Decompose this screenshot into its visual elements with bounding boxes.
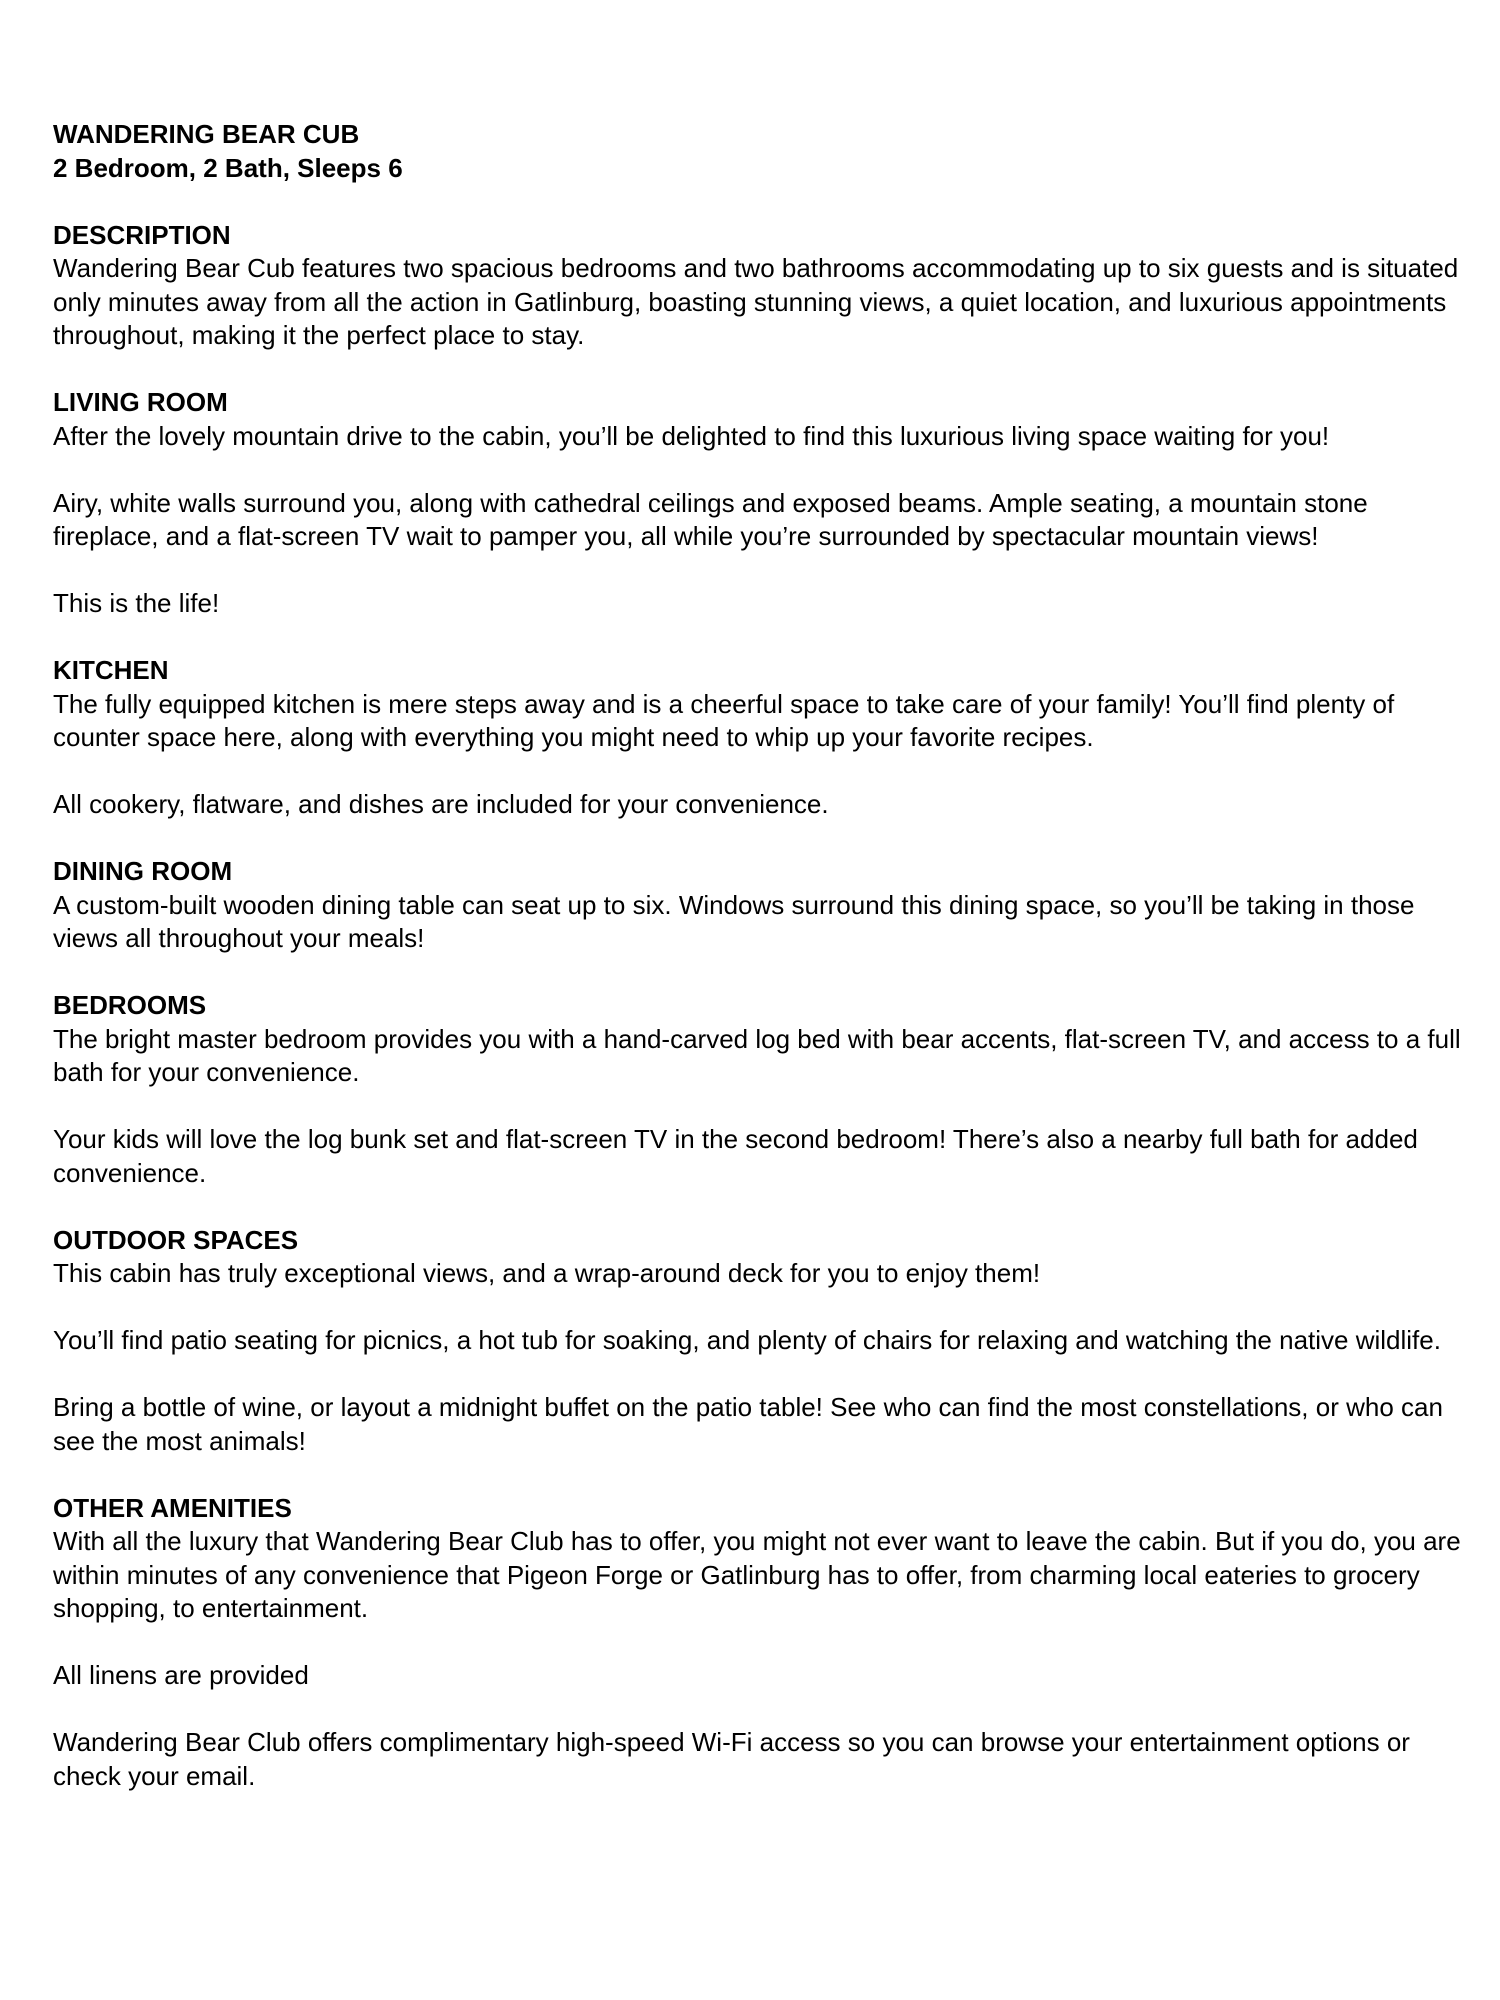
section-heading: DINING ROOM — [53, 856, 233, 886]
paragraph: With all the luxury that Wandering Bear Club has to offer, you might not ever want to leave the cabin. But if you do, you are within minutes of any convenience that Pigeon Forge or Gatlinburg has to offer, from charming local eateries to grocery shopping, to entertainment. — [53, 1526, 1461, 1623]
paragraph: The fully equipped kitchen is mere steps away and is a cheerful space to take care of your family! You’ll find plenty of counter space here, along with everything you might need to whip up your favorite recipes. — [53, 688, 1395, 752]
paragraph: Airy, white walls surround you, along with cathedral ceilings and exposed beams. Ample seating, a mountain stone fireplace, and a flat-screen TV wait to pamper you, all while you’re surrounded by spectacular mountain views! — [53, 487, 1368, 551]
section-dining-room — [53, 855, 1473, 956]
document-subtitle: 2 Bedroom, 2 Bath, Sleeps 6 — [53, 152, 403, 183]
paragraph: Wandering Bear Club offers complimentary high-speed Wi-Fi access so you can browse your entertainment options or check your email. — [53, 1727, 1410, 1791]
paragraph: Bring a bottle of wine, or layout a midnight buffet on the patio table! See who can find the most constellations, or who can see the most animals! — [53, 1392, 1443, 1456]
paragraph: You’ll find patio seating for picnics, a hot tub for soaking, and plenty of chairs for relaxing and watching the native wildlife. — [53, 1325, 1441, 1355]
paragraph: This cabin has truly exceptional views, and a wrap-around deck for you to enjoy them! — [53, 1258, 1041, 1288]
document-header — [53, 118, 1473, 185]
section-heading: KITCHEN — [53, 655, 169, 685]
section-other-amenities — [53, 1492, 1473, 1794]
paragraph: Wandering Bear Cub features two spacious bedrooms and two bathrooms accommodating up to six guests and is situated only minutes away from all the action in Gatlinburg, boasting stunning views, a quiet location, and luxurious appointments throughout, making it the perfect place to stay. — [53, 253, 1459, 350]
section-heading: LIVING ROOM — [53, 387, 228, 417]
paragraph: All linens are provided — [53, 1660, 309, 1690]
paragraph: All cookery, flatware, and dishes are included for your convenience. — [53, 789, 829, 819]
paragraph: The bright master bedroom provides you with a hand-carved log bed with bear accents, flat-screen TV, and access to a full bath for your convenience. — [53, 1023, 1461, 1087]
paragraph: This is the life! — [53, 588, 220, 618]
section-heading: OTHER AMENITIES — [53, 1492, 292, 1523]
section-heading: OUTDOOR SPACES — [53, 1224, 299, 1255]
paragraph: Your kids will love the log bunk set and flat-screen TV in the second bedroom! There’s also a nearby full bath for added convenience. — [53, 1124, 1418, 1188]
section-living-room — [53, 386, 1473, 621]
section-heading: BEDROOMS — [53, 990, 207, 1020]
section-kitchen — [53, 654, 1473, 822]
section-heading: DESCRIPTION — [53, 219, 231, 250]
section-bedrooms — [53, 989, 1473, 1190]
document-title: WANDERING BEAR CUB — [53, 119, 360, 149]
document-page — [53, 118, 1473, 1827]
section-outdoor-spaces — [53, 1224, 1473, 1459]
paragraph: A custom-built wooden dining table can seat up to six. Windows surround this dining space, so you’ll be taking in those views all throughout your meals! — [53, 889, 1415, 953]
paragraph: After the lovely mountain drive to the cabin, you’ll be delighted to find this luxurious living space waiting for you! — [53, 420, 1330, 451]
section-description — [53, 219, 1473, 353]
